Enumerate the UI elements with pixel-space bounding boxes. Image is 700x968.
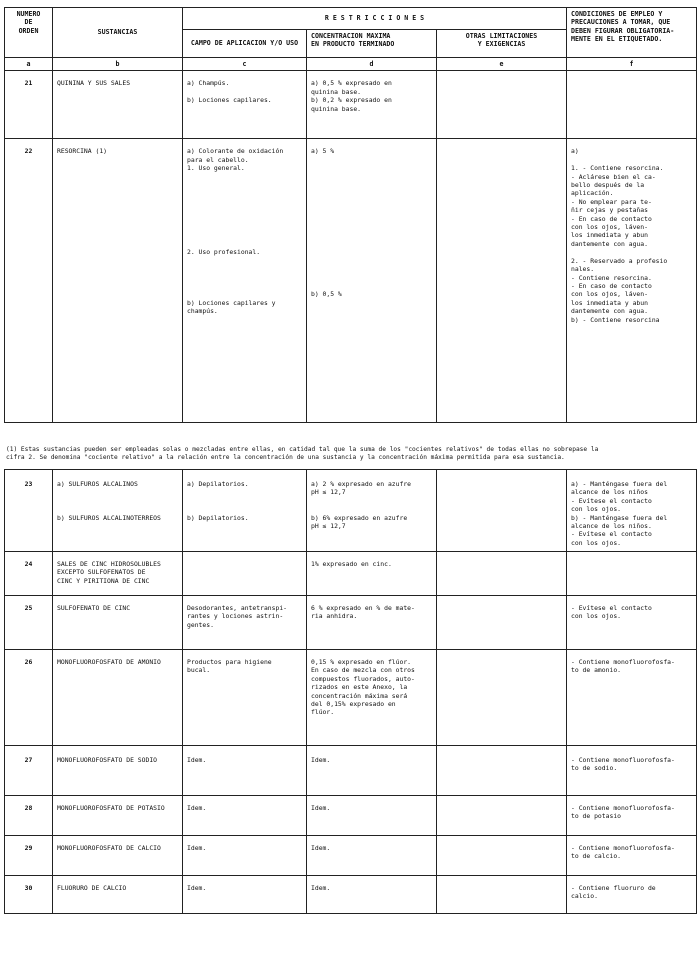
footnote: (1) Estas sustancias pueden ser empleadas solas o mezcladas entre ellas, en catidad tal que la suma de los "cocientes relativos" de todas ellas no sobrepase la cifra 2. Se denomina "cociente relativo" a la relación entre la concentración de una sustancia y la concentración máxima permitida para esa sustancia. [6,446,599,461]
row-concentracion: 1% expresado en cinc. [307,552,437,596]
row-number: 22 [5,139,53,423]
row-otras [437,139,567,423]
header-numero-orden: NUMERO DE ORDEN [5,8,53,58]
row-substance: SULFOFENATO DE CINC [53,596,183,650]
table-row [5,836,697,876]
letter-b: b [53,58,183,71]
row-condiciones: - Contiene monofluorofosfa- to de potasio [567,796,697,836]
row-campo: a) Champús. b) Lociones capilares. [183,71,307,139]
row-condiciones: - Contiene monofluorofosfa- to de calcio. [567,836,697,876]
row-campo: Productos para higiene bucal. [183,650,307,746]
row-number: 23 [5,470,53,552]
row-substance: MONOFLUOROFOSFATO DE CALCIO [53,836,183,876]
table-row [5,71,697,139]
row-otras [437,876,567,914]
row-otras [437,552,567,596]
row-condiciones: - Evítese el contacto con los ojos. [567,596,697,650]
row-concentracion: 0,15 % expresado en flúor. En caso de mezcla con otros compuestos fluorados, auto- rizados en este Anexo, la concentración máxima será del 0,15% expresado en flúor. [307,650,437,746]
row-number: 25 [5,596,53,650]
row-concentracion: a) 2 % expresado en azufre pH ≤ 12,7 b) 6% expresado en azufre pH ≤ 12,7 [307,470,437,552]
row-otras [437,746,567,796]
row-otras [437,470,567,552]
row-condiciones: - Contiene fluoruro de calcio. [567,876,697,914]
letter-d: d [307,58,437,71]
row-otras [437,796,567,836]
header-otras: OTRAS LIMITACIONES Y EXIGENCIAS [437,30,567,58]
row-number: 24 [5,552,53,596]
row-substance: RESORCINA (1) [53,139,183,423]
row-concentracion: Idem. [307,836,437,876]
table-row [5,596,697,650]
header-campo: CAMPO DE APLICACION Y/O USO [183,30,307,58]
header-concentracion: CONCENTRACION MAXIMA EN PRODUCTO TERMINADO [307,30,437,58]
table-row [5,746,697,796]
row-condiciones: a) 1. - Contiene resorcina. - Aclárese bien el ca- bello después de la aplicación. - No emplear para te- ñir cejas y pestañas - En caso de contacto con los ojos, láven- los inmediata y abun dantemente con agua. 2. - Reservado a profesio nales. - Contiene resorcina. - En caso de contacto con los ojos, láven- los inmediata y abun dantemente con agua. b) - Contiene resorcina [567,139,697,423]
table-row [5,552,697,596]
row-otras [437,650,567,746]
row-campo: Idem. [183,876,307,914]
table-row [5,139,697,423]
table-row [5,470,697,552]
row-campo: Idem. [183,796,307,836]
row-otras [437,71,567,139]
restrictions-table-top [4,7,697,423]
table-row [5,650,697,746]
row-campo: Idem. [183,746,307,796]
row-concentracion: a) 5 % b) 0,5 % [307,139,437,423]
row-number: 29 [5,836,53,876]
row-otras [437,596,567,650]
table-row [5,796,697,836]
row-substance: MONOFLUOROFOSFATO DE SODIO [53,746,183,796]
header-sustancias: SUSTANCIAS [53,8,183,58]
row-substance: SALES DE CINC HIDROSOLUBLES EXCEPTO SULFOFENATOS DE CINC Y PIRITIONA DE CINC [53,552,183,596]
row-otras [437,836,567,876]
row-campo: a) Colorante de oxidación para el cabello. 1. Uso general. 2. Uso profesional. b) Lociones capilares y champús. [183,139,307,423]
row-condiciones: - Contiene monofluorofosfa- to de sodio. [567,746,697,796]
row-campo [183,552,307,596]
row-concentracion: Idem. [307,796,437,836]
row-campo: Idem. [183,836,307,876]
letter-c: c [183,58,307,71]
row-number: 30 [5,876,53,914]
row-number: 26 [5,650,53,746]
row-substance: MONOFLUOROFOSFATO DE AMONIO [53,650,183,746]
row-substance: MONOFLUOROFOSFATO DE POTASIO [53,796,183,836]
row-concentracion: a) 0,5 % expresado en quinina base. b) 0,2 % expresado en quinina base. [307,71,437,139]
row-condiciones: - Contiene monofluorofosfa- to de amonio. [567,650,697,746]
letter-f: f [567,58,697,71]
row-number: 21 [5,71,53,139]
row-campo: a) Depilatorios. b) Depilatorios. [183,470,307,552]
row-number: 28 [5,796,53,836]
row-substance: FLUORURO DE CALCIO [53,876,183,914]
row-condiciones [567,552,697,596]
row-concentracion: Idem. [307,876,437,914]
table-row [5,876,697,914]
row-condiciones [567,71,697,139]
row-substance: a) SULFUROS ALCALINOS b) SULFUROS ALCALINOTERREOS [53,470,183,552]
letter-a: a [5,58,53,71]
row-substance: QUININA Y SUS SALES [53,71,183,139]
row-concentracion: Idem. [307,746,437,796]
row-campo: Desodorantes, antetranspi- rantes y lociones astrin- gentes. [183,596,307,650]
header-restricciones: R E S T R I C C I O N E S [183,8,567,30]
row-concentracion: 6 % expresado en % de mate- ria anhidra. [307,596,437,650]
header-condiciones: CONDICIONES DE EMPLEO Y PRECAUCIONES A TOMAR, QUE DEBEN FIGURAR OBLIGATORIA- MENTE EN EL ETIQUETADO. [567,8,697,58]
letter-e: e [437,58,567,71]
row-condiciones: a) - Manténgase fuera del alcance de los niños - Evítese el contacto con los ojos. b) - Manténgase fuera del alcance de los niños. - Evítese el contacto con los ojos. [567,470,697,552]
restrictions-table-bottom [4,469,697,914]
row-number: 27 [5,746,53,796]
